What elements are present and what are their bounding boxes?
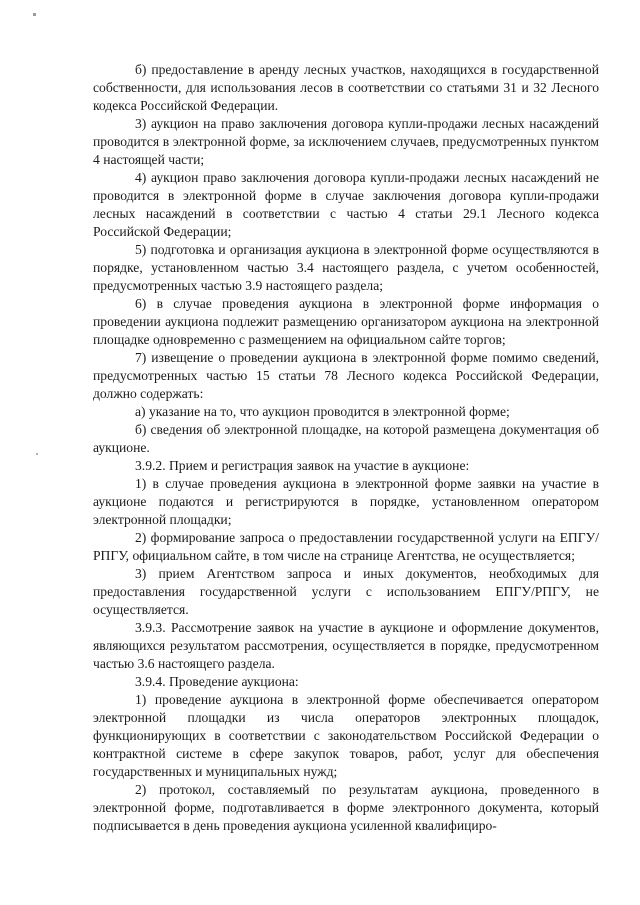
scan-speck-mark (36, 453, 38, 455)
paragraph: 3.9.4. Проведение аукциона: (135, 674, 299, 689)
scan-speck-mark (33, 13, 36, 16)
paragraph: 1) проведение аукциона в электронной форме обеспечивается оператором электронной площадки из числа операторов электронных площадок, функционирующих в соответствии с законодательством Российской Федерации о контрактной системе в сфере закупок товаров, работ, услуг для обеспечения государственных и муниципальных нужд; (93, 692, 599, 779)
paragraph: 3) аукцион на право заключения договора купли-продажи лесных насаждений проводится в электронной форме, за исключением случаев, предусмотренных пунктом 4 настоящей части; (93, 116, 599, 167)
paragraph: 6) в случае проведения аукциона в электронной форме информация о проведении аукциона подлежит размещению организатором аукциона на электронной площадке одновременно с размещением на официальном сайте торгов; (93, 296, 599, 347)
paragraph: 5) подготовка и организация аукциона в электронной форме осуществляются в порядке, установленном частью 3.4 настоящего раздела, с учетом особенностей, предусмотренных частью 3.9 настоящего раздела; (93, 242, 599, 293)
paragraph: 3.9.3. Рассмотрение заявок на участие в аукционе и оформление документов, являющихся результатом рассмотрения, осуществляется в порядке, предусмотренном частью 3.6 настоящего раздела. (93, 620, 599, 671)
paragraph: б) сведения об электронной площадке, на которой размещена документация об аукционе. (93, 422, 599, 455)
paragraph: 4) аукцион право заключения договора купли-продажи лесных насаждений не проводится в электронной форме в случае заключения договора купли-продажи лесных насаждений в соответствии с частью 4 статьи 29.1 Лесного кодекса Российской Федерации; (93, 170, 599, 239)
paragraph: 2) формирование запроса о предоставлении государственной услуги на ЕПГУ/РПГУ, официальном сайте, в том числе на странице Агентства, не осуществляется; (93, 530, 599, 563)
paragraph: 3) прием Агентством запроса и иных документов, необходимых для предоставления государственной услуги с использованием ЕПГУ/РПГУ, не осуществляется. (93, 566, 599, 617)
paragraph: 2) протокол, составляемый по результатам аукциона, проведенного в электронной форме, подготавливается в форме электронного документа, который подписывается в день проведения аукциона усиленной квалифициро- (93, 782, 599, 833)
paragraph: б) предоставление в аренду лесных участков, находящихся в государственной собственности, для использования лесов в соответствии со статьями 31 и 32 Лесного кодекса Российской Федерации. (93, 62, 599, 113)
document-page (93, 61, 599, 835)
paragraph: а) указание на то, что аукцион проводится в электронной форме; (135, 404, 510, 419)
paragraph: 1) в случае проведения аукциона в электронной форме заявки на участие в аукционе подаются и регистрируются в порядке, установленном оператором электронной площадки; (93, 476, 599, 527)
paragraph: 3.9.2. Прием и регистрация заявок на участие в аукционе: (135, 458, 470, 473)
paragraph: 7) извещение о проведении аукциона в электронной форме помимо сведений, предусмотренных частью 15 статьи 78 Лесного кодекса Российской Федерации, должно содержать: (93, 350, 599, 401)
